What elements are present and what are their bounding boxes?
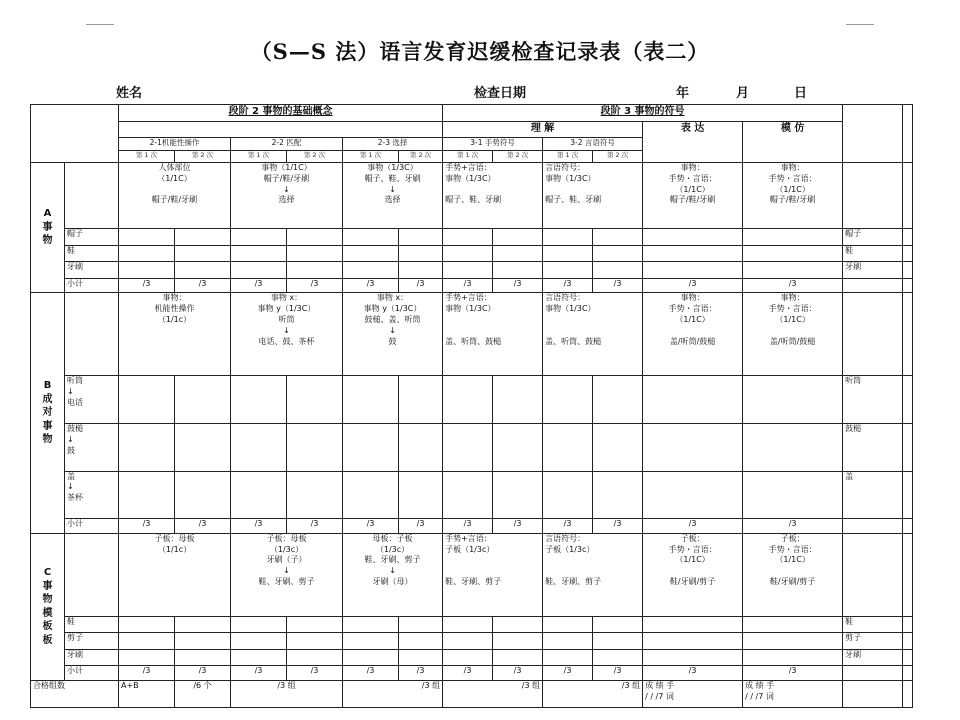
score-cell[interactable] xyxy=(343,262,399,279)
section-b-desc-expression: 事物： 手势・言语： （1/1C） 盖/听筒/鼓槌 xyxy=(643,293,743,376)
score-cell[interactable] xyxy=(643,423,743,471)
score-cell[interactable] xyxy=(175,423,231,471)
score-cell[interactable] xyxy=(743,423,843,471)
score-cell[interactable] xyxy=(643,649,743,666)
section-b-desc-3-2: 言语符号： 事物（1/3C） 盖、听筒、鼓槌 xyxy=(543,293,643,376)
score-cell[interactable] xyxy=(119,376,175,424)
edge-cell xyxy=(903,616,913,633)
subtotal-cell: /3 xyxy=(443,278,493,293)
score-cell[interactable] xyxy=(593,616,643,633)
score-cell[interactable] xyxy=(231,616,287,633)
subtotal-cell: /3 xyxy=(399,519,443,534)
score-cell[interactable] xyxy=(175,262,231,279)
score-cell[interactable] xyxy=(743,471,843,519)
group-2-3: 2-3 选择 xyxy=(343,138,443,150)
edge-cell xyxy=(903,229,913,246)
section-c-desc-2-3: 母板：子板 （1/3c） 鞋、牙刷、剪子 ↓ 牙刷（母） xyxy=(343,533,443,616)
subtotal-cell: /3 xyxy=(643,519,743,534)
section-b-desc-2-2: 事物 x： 事物 y（1/3C） 听筒 ↓ 电话、鼓、茶杯 xyxy=(231,293,343,376)
edge-cell xyxy=(903,519,913,534)
subtotal-cell: /3 xyxy=(231,519,287,534)
score-cell[interactable] xyxy=(175,649,231,666)
item-label-right: 牙刷 xyxy=(843,262,903,279)
edge-cell xyxy=(903,471,913,519)
subtotal-cell: /3 xyxy=(231,278,287,293)
subtotal-cell: /3 xyxy=(399,278,443,293)
item-label: 鼓槌 ↓ 鼓 xyxy=(65,423,119,471)
score-cell[interactable] xyxy=(443,262,493,279)
attempt-2: 第 2 次 xyxy=(593,150,643,162)
score-cell[interactable] xyxy=(443,245,493,262)
score-cell[interactable] xyxy=(231,471,287,519)
subtotal-cell: /3 xyxy=(231,666,287,681)
item-label: 鞋 xyxy=(65,616,119,633)
subtotal-cell: /3 xyxy=(343,278,399,293)
score-cell[interactable] xyxy=(543,376,593,424)
score-cell[interactable] xyxy=(119,262,175,279)
subtotal-cell: /3 xyxy=(643,278,743,293)
subtotal-cell: /3 xyxy=(493,666,543,681)
attempt-1: 第 1 次 xyxy=(443,150,493,162)
group-count: /3 组 xyxy=(343,680,443,707)
edge-cell xyxy=(903,293,913,376)
item-label-right: 牙刷 xyxy=(843,649,903,666)
score-cell[interactable] xyxy=(175,471,231,519)
subtotal-cell: /3 xyxy=(119,666,175,681)
attempt-2: 第 2 次 xyxy=(399,150,443,162)
score-cell[interactable] xyxy=(493,616,543,633)
item-label-right: 听筒 xyxy=(843,376,903,424)
score-cell[interactable] xyxy=(443,616,493,633)
section-b-desc-2-1: 事物： 机能性操作 （1/1c） xyxy=(119,293,231,376)
subtotal-cell: /3 xyxy=(175,666,231,681)
subtotal-cell: /3 xyxy=(343,666,399,681)
item-label: 剪子 xyxy=(65,633,119,650)
edge-cell xyxy=(903,105,913,163)
section-a-desc-2-1: 人体部位 （1/1C） 帽子/鞋/牙刷 xyxy=(119,162,231,228)
score-cell[interactable] xyxy=(119,633,175,650)
pass-count-label: 合格组数 xyxy=(31,680,119,707)
day-label: 日 xyxy=(794,86,808,101)
score-cell[interactable] xyxy=(287,262,343,279)
score-cell[interactable] xyxy=(643,245,743,262)
item-label-right: 鞋 xyxy=(843,616,903,633)
score-cell[interactable] xyxy=(119,229,175,246)
score-cell[interactable] xyxy=(343,471,399,519)
subtotal-label: 小计 xyxy=(65,278,119,293)
crop-mark-left xyxy=(86,10,114,25)
success-expression: 成 绩 手 / / /7 词 xyxy=(643,680,743,707)
stage3-header: 段阶 3 事物的符号 xyxy=(443,105,843,122)
subtotal-cell: /3 xyxy=(593,278,643,293)
right-blank xyxy=(843,162,903,228)
score-cell[interactable] xyxy=(443,649,493,666)
stage2-blank xyxy=(119,121,443,138)
score-cell[interactable] xyxy=(231,229,287,246)
crop-mark-right xyxy=(846,10,874,25)
right-blank xyxy=(843,278,903,293)
score-cell[interactable] xyxy=(175,633,231,650)
subtotal-cell: /3 xyxy=(593,666,643,681)
score-cell[interactable] xyxy=(399,245,443,262)
right-blank xyxy=(843,680,903,707)
score-cell[interactable] xyxy=(643,633,743,650)
score-cell[interactable] xyxy=(743,633,843,650)
a-plus-b: A+B xyxy=(119,680,175,707)
year-label: 年 xyxy=(676,86,690,101)
subtotal-cell: /3 xyxy=(119,278,175,293)
edge-cell xyxy=(903,649,913,666)
score-cell[interactable] xyxy=(593,649,643,666)
section-b-blank xyxy=(65,293,119,376)
score-cell[interactable] xyxy=(343,633,399,650)
attempt-1: 第 1 次 xyxy=(119,150,175,162)
subtotal-cell: /3 xyxy=(493,519,543,534)
score-cell[interactable] xyxy=(399,229,443,246)
corner-cell xyxy=(31,105,119,163)
score-cell[interactable] xyxy=(593,633,643,650)
score-cell[interactable] xyxy=(443,376,493,424)
section-b-desc-3-1: 手势+言语： 事物（1/3C） 盖、听筒、鼓槌 xyxy=(443,293,543,376)
score-cell[interactable] xyxy=(643,616,743,633)
score-cell[interactable] xyxy=(231,262,287,279)
subtotal-label: 小计 xyxy=(65,519,119,534)
section-b-desc-imitation: 事物： 手势・言语： （1/1C） 盖/听筒/鼓槌 xyxy=(743,293,843,376)
subtotal-cell: /3 xyxy=(287,278,343,293)
subtotal-cell: /3 xyxy=(119,519,175,534)
record-table xyxy=(30,104,913,708)
score-cell[interactable] xyxy=(493,471,543,519)
score-cell[interactable] xyxy=(493,245,543,262)
score-cell[interactable] xyxy=(593,376,643,424)
score-cell[interactable] xyxy=(399,616,443,633)
item-label: 鞋 xyxy=(65,245,119,262)
score-cell[interactable] xyxy=(231,649,287,666)
group-count: /3 组 xyxy=(543,680,643,707)
success-imitation: 成 绩 手 / / /7 词 xyxy=(743,680,843,707)
section-b-desc-2-3: 事物 x： 事物 y（1/3C） 鼓槌、盖、听筒 ↓ 鼓 xyxy=(343,293,443,376)
subtotal-cell: /3 xyxy=(743,519,843,534)
score-cell[interactable] xyxy=(175,376,231,424)
score-cell[interactable] xyxy=(119,423,175,471)
score-cell[interactable] xyxy=(119,649,175,666)
subtotal-cell: /3 xyxy=(543,666,593,681)
score-cell[interactable] xyxy=(743,616,843,633)
edge-cell xyxy=(903,245,913,262)
score-cell[interactable] xyxy=(593,262,643,279)
section-c-desc-expression: 子板： 手势・言语： （1/1C） 鞋/牙刷/剪子 xyxy=(643,533,743,616)
score-cell[interactable] xyxy=(593,471,643,519)
subtotal-cell: /3 xyxy=(287,519,343,534)
edge-cell xyxy=(903,633,913,650)
score-cell[interactable] xyxy=(543,616,593,633)
group-2-1: 2-1机能性操作 xyxy=(119,138,231,150)
score-cell[interactable] xyxy=(343,376,399,424)
six-items: /6 个 xyxy=(175,680,231,707)
score-cell[interactable] xyxy=(543,633,593,650)
score-cell[interactable] xyxy=(493,229,543,246)
attempt-1: 第 1 次 xyxy=(231,150,287,162)
section-c-label: C 事 物 模 板 板 xyxy=(31,533,65,680)
score-cell[interactable] xyxy=(493,633,543,650)
edge-cell xyxy=(903,423,913,471)
score-cell[interactable] xyxy=(175,229,231,246)
section-a-desc-2-3: 事物（1/3C） 帽子、鞋、牙刷 ↓ 选择 xyxy=(343,162,443,228)
attempt-1: 第 1 次 xyxy=(343,150,399,162)
score-cell[interactable] xyxy=(343,423,399,471)
edge-cell xyxy=(903,262,913,279)
score-cell[interactable] xyxy=(343,229,399,246)
subtotal-label: 小计 xyxy=(65,666,119,681)
score-cell[interactable] xyxy=(493,423,543,471)
score-cell[interactable] xyxy=(493,376,543,424)
attempt-2: 第 2 次 xyxy=(287,150,343,162)
item-label-right: 盖 xyxy=(843,471,903,519)
score-cell[interactable] xyxy=(287,376,343,424)
score-cell[interactable] xyxy=(443,423,493,471)
score-cell[interactable] xyxy=(343,649,399,666)
subtotal-cell: /3 xyxy=(543,278,593,293)
group-count: /3 组 xyxy=(443,680,543,707)
score-cell[interactable] xyxy=(399,423,443,471)
section-a-desc-2-2: 事物（1/1C） 帽子/鞋/牙刷 ↓ 选择 xyxy=(231,162,343,228)
score-cell[interactable] xyxy=(543,649,593,666)
section-a-blank xyxy=(65,162,119,228)
score-cell[interactable] xyxy=(287,633,343,650)
score-cell[interactable] xyxy=(119,616,175,633)
item-label: 帽子 xyxy=(65,229,119,246)
score-cell[interactable] xyxy=(543,262,593,279)
score-cell[interactable] xyxy=(399,376,443,424)
subtotal-cell: /3 xyxy=(593,519,643,534)
section-a-desc-3-2: 言语符号： 事物（1/3C） 帽子、鞋、牙刷 xyxy=(543,162,643,228)
subtotal-cell: /3 xyxy=(443,519,493,534)
attempt-1: 第 1 次 xyxy=(543,150,593,162)
score-cell[interactable] xyxy=(493,262,543,279)
score-cell[interactable] xyxy=(443,633,493,650)
item-label: 牙刷 xyxy=(65,262,119,279)
subtotal-cell: /3 xyxy=(643,666,743,681)
subtotal-cell: /3 xyxy=(399,666,443,681)
score-cell[interactable] xyxy=(231,423,287,471)
score-cell[interactable] xyxy=(743,245,843,262)
group-count: /3 组 xyxy=(231,680,343,707)
subtotal-cell: /3 xyxy=(287,666,343,681)
score-cell[interactable] xyxy=(643,376,743,424)
item-label-right: 鞋 xyxy=(843,245,903,262)
score-cell[interactable] xyxy=(343,616,399,633)
section-a-label: A 事 物 xyxy=(31,162,65,292)
subtotal-cell: /3 xyxy=(343,519,399,534)
section-c-desc-imitation: 子板： 手势・言语： （1/1C） 鞋/牙刷/剪子 xyxy=(743,533,843,616)
item-label-right: 鼓槌 xyxy=(843,423,903,471)
score-cell[interactable] xyxy=(399,649,443,666)
score-cell[interactable] xyxy=(287,616,343,633)
subtotal-cell: /3 xyxy=(743,278,843,293)
subtotal-cell: /3 xyxy=(493,278,543,293)
group-3-1: 3-1 手势符号 xyxy=(443,138,543,150)
score-cell[interactable] xyxy=(399,471,443,519)
score-cell[interactable] xyxy=(175,245,231,262)
score-cell[interactable] xyxy=(287,229,343,246)
section-b-label: B 成 对 事 物 xyxy=(31,293,65,533)
subtotal-cell: /3 xyxy=(175,278,231,293)
edge-cell xyxy=(903,162,913,228)
expression-header: 表 达 xyxy=(643,121,743,162)
edge-cell xyxy=(903,278,913,293)
item-label-right: 剪子 xyxy=(843,633,903,650)
score-cell[interactable] xyxy=(543,471,593,519)
score-cell[interactable] xyxy=(119,471,175,519)
score-cell[interactable] xyxy=(643,262,743,279)
comprehension-header: 理 解 xyxy=(443,121,643,138)
stage2-header: 段阶 2 事物的基础概念 xyxy=(119,105,443,122)
score-cell[interactable] xyxy=(493,649,543,666)
score-cell[interactable] xyxy=(343,245,399,262)
score-cell[interactable] xyxy=(119,245,175,262)
score-cell[interactable] xyxy=(743,649,843,666)
score-cell[interactable] xyxy=(287,245,343,262)
item-label: 牙刷 xyxy=(65,649,119,666)
section-c-desc-3-1: 手势+言语： 子板（1/3c） 鞋、牙刷、剪子 xyxy=(443,533,543,616)
score-cell[interactable] xyxy=(287,471,343,519)
section-a-desc-expression: 事物： 手势・言语： （1/1C） 帽子/鞋/牙刷 xyxy=(643,162,743,228)
month-label: 月 xyxy=(736,86,750,101)
section-c-desc-3-2: 言语符号： 子板（1/3c） 鞋、牙刷、剪子 xyxy=(543,533,643,616)
right-blank xyxy=(843,293,903,376)
score-cell[interactable] xyxy=(231,376,287,424)
right-blank xyxy=(843,533,903,616)
score-cell[interactable] xyxy=(231,245,287,262)
edge-cell xyxy=(903,376,913,424)
right-blank xyxy=(843,666,903,681)
imitation-header: 模 仿 xyxy=(743,121,843,162)
score-cell[interactable] xyxy=(443,471,493,519)
score-cell[interactable] xyxy=(175,616,231,633)
score-cell[interactable] xyxy=(643,229,743,246)
section-c-desc-2-1: 子板：母板 （1/1c） xyxy=(119,533,231,616)
score-cell[interactable] xyxy=(399,262,443,279)
edge-cell xyxy=(903,666,913,681)
section-a-desc-3-1: 手势+言语： 事物（1/3C） 帽子、鞋、牙刷 xyxy=(443,162,543,228)
score-cell[interactable] xyxy=(543,229,593,246)
subtotal-cell: /3 xyxy=(743,666,843,681)
score-cell[interactable] xyxy=(231,633,287,650)
score-cell[interactable] xyxy=(743,229,843,246)
name-label: 姓名 xyxy=(116,86,143,101)
section-a-desc-imitation: 事物： 手势・言语： （1/1C） 帽子/鞋/牙刷 xyxy=(743,162,843,228)
score-cell[interactable] xyxy=(287,423,343,471)
subtotal-cell: /3 xyxy=(543,519,593,534)
group-2-2: 2-2 匹配 xyxy=(231,138,343,150)
score-cell[interactable] xyxy=(743,262,843,279)
group-3-2: 3-2 言语符号 xyxy=(543,138,643,150)
item-label-right: 帽子 xyxy=(843,229,903,246)
right-header-cell xyxy=(843,105,903,163)
item-label: 盖 ↓ 茶杯 xyxy=(65,471,119,519)
attempt-2: 第 2 次 xyxy=(175,150,231,162)
edge-cell xyxy=(903,533,913,616)
score-cell[interactable] xyxy=(643,471,743,519)
score-cell[interactable] xyxy=(543,423,593,471)
attempt-2: 第 2 次 xyxy=(493,150,543,162)
score-cell[interactable] xyxy=(743,376,843,424)
score-cell[interactable] xyxy=(399,633,443,650)
date-label: 检查日期 xyxy=(474,86,527,101)
section-c-desc-2-2: 子板：母板 （1/3c） 牙刷（子） ↓ 鞋、牙刷、剪子 xyxy=(231,533,343,616)
edge-cell xyxy=(903,680,913,707)
item-label: 听筒 ↓ 电话 xyxy=(65,376,119,424)
score-cell[interactable] xyxy=(593,245,643,262)
document-title: （S—S 法）语言发育迟缓检查记录表（表二） xyxy=(250,39,710,64)
score-cell[interactable] xyxy=(287,649,343,666)
subtotal-cell: /3 xyxy=(175,519,231,534)
right-blank xyxy=(843,519,903,534)
score-cell[interactable] xyxy=(593,423,643,471)
subtotal-cell: /3 xyxy=(443,666,493,681)
score-cell[interactable] xyxy=(593,229,643,246)
score-cell[interactable] xyxy=(543,245,593,262)
score-cell[interactable] xyxy=(443,229,493,246)
section-c-blank xyxy=(65,533,119,616)
